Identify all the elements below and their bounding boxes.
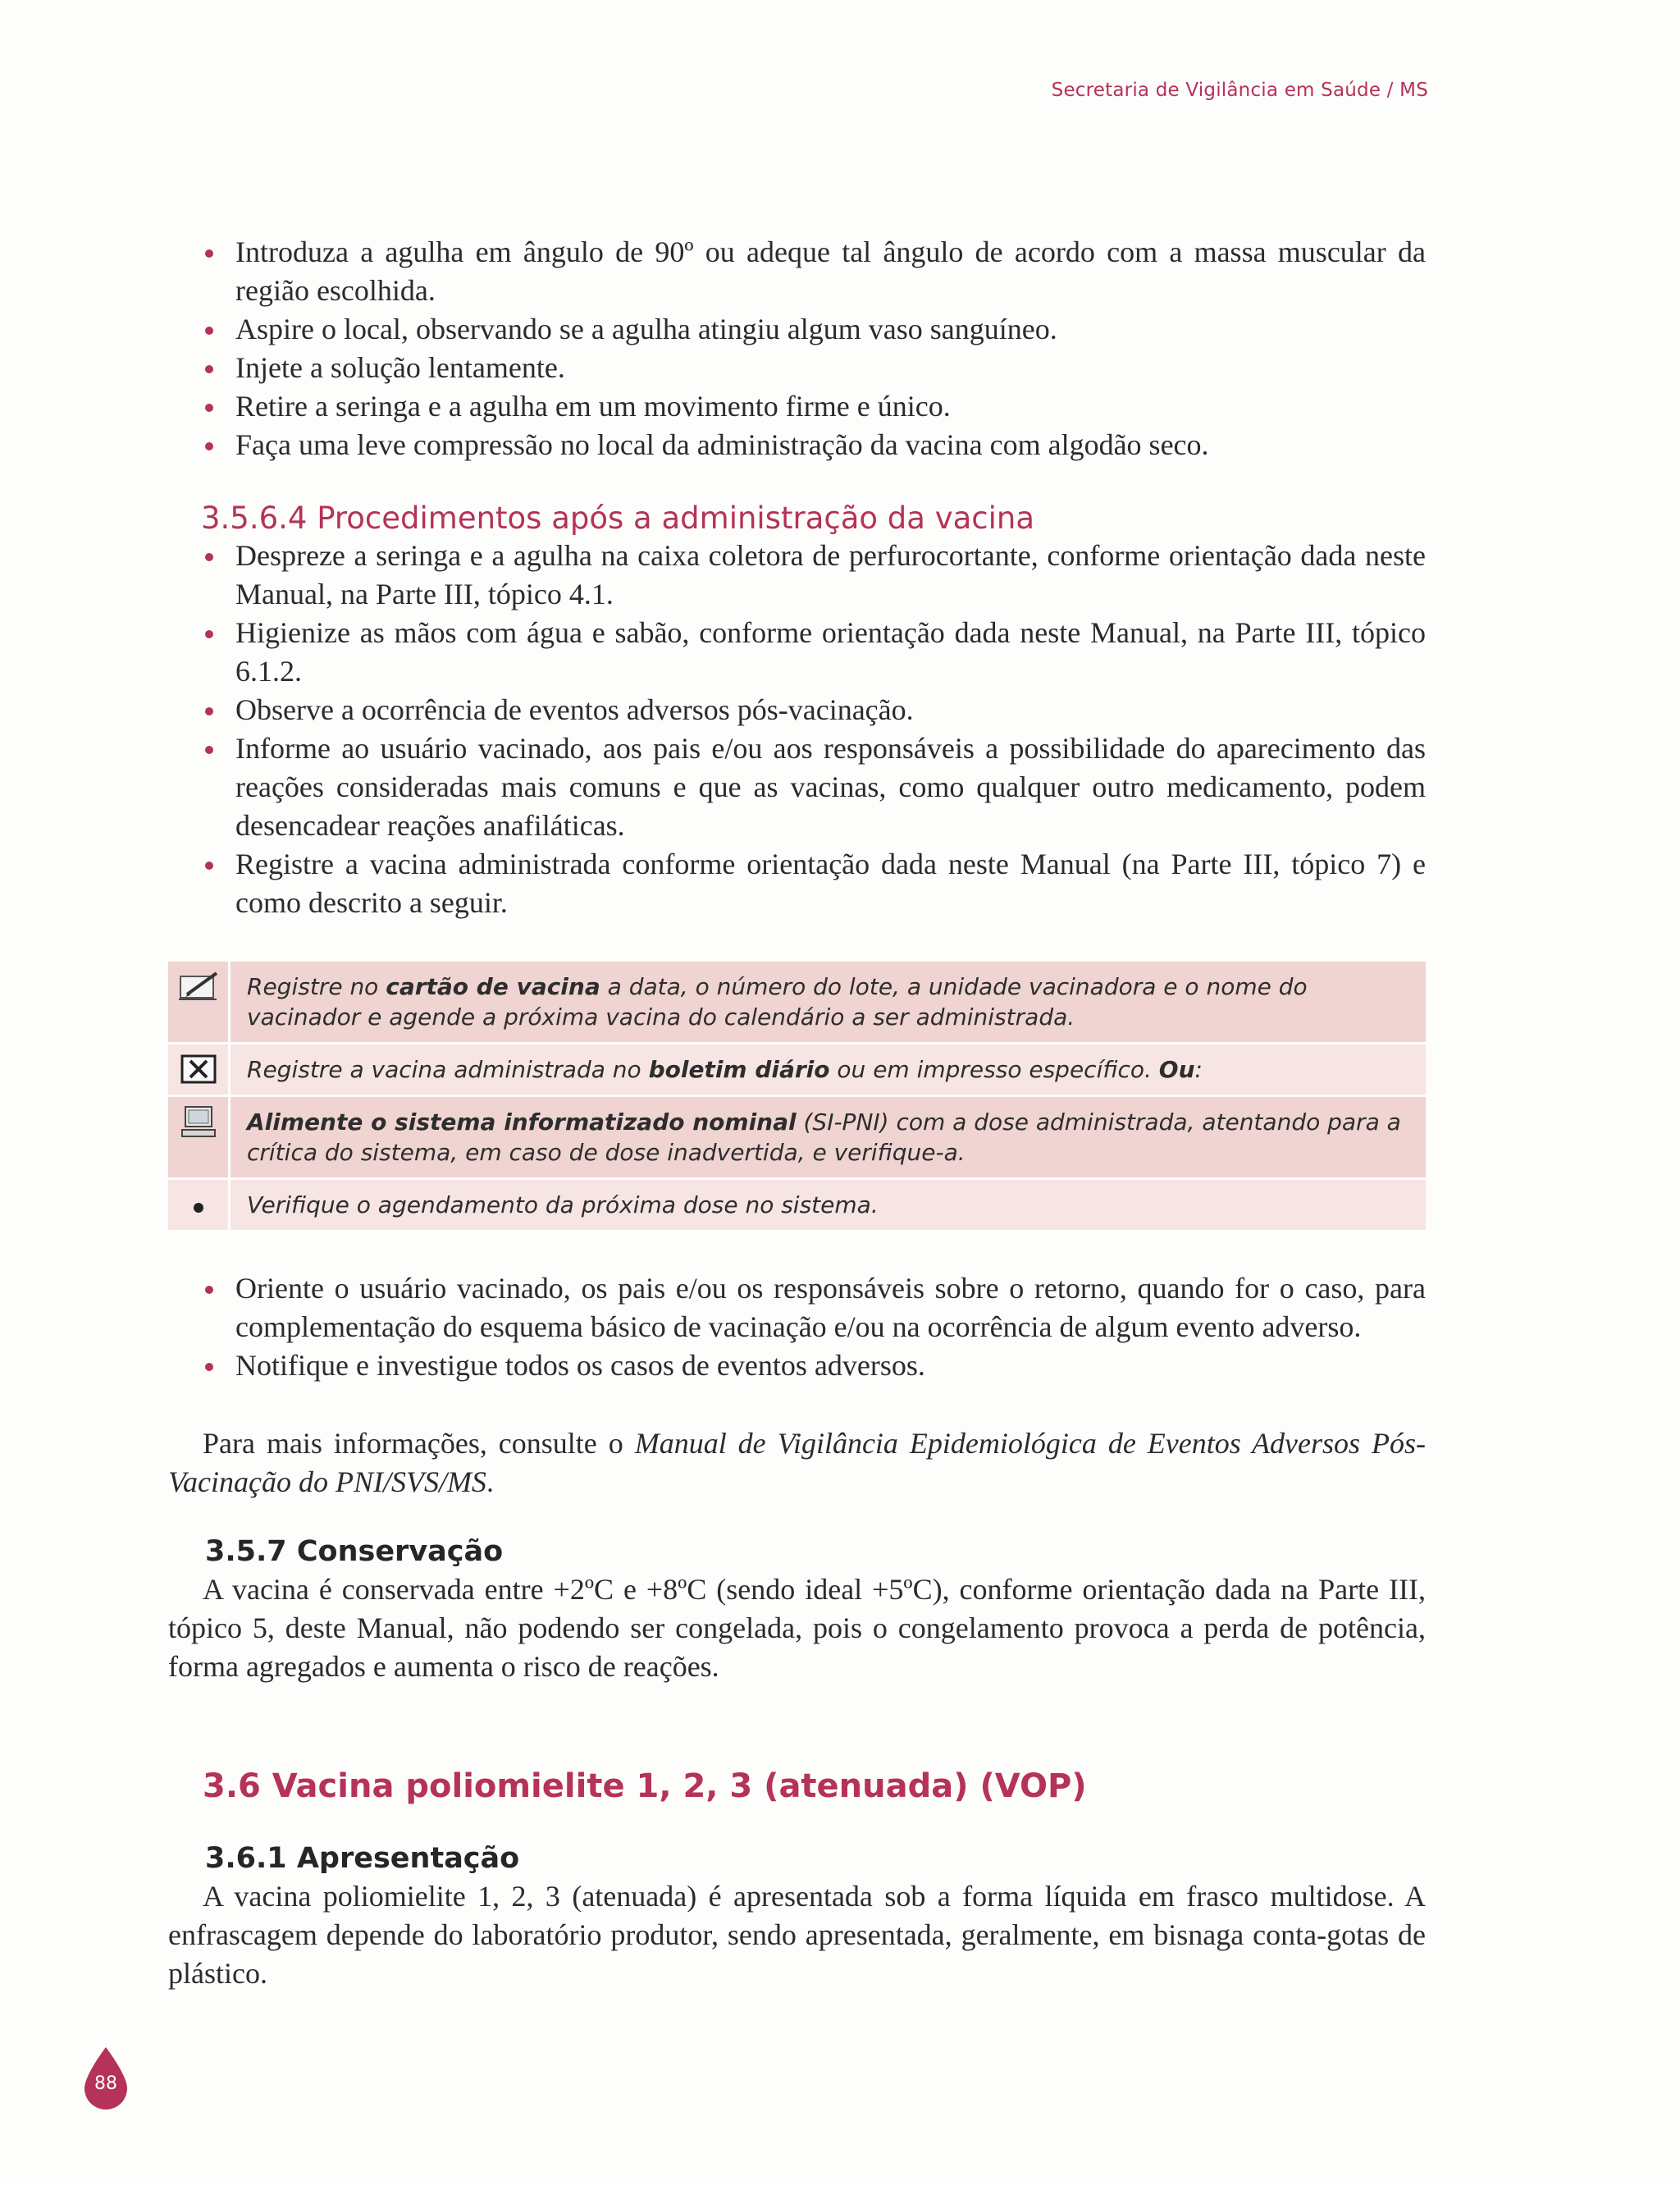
section-3564 bbox=[168, 497, 1426, 922]
section-heading: 3.6.1 Apresentação bbox=[205, 1842, 520, 1875]
post-vaccination-list bbox=[168, 1269, 1426, 1385]
bullet-icon bbox=[205, 746, 213, 754]
bullet-icon bbox=[205, 1286, 213, 1294]
page-number: 88 bbox=[94, 2073, 117, 2094]
note-text: Verifique o agendamento da próxima dose no sistema. bbox=[247, 1191, 879, 1218]
table-row bbox=[168, 1097, 1426, 1180]
bullet-icon bbox=[205, 249, 213, 258]
manual-reference: Manual de Vigilância Epidemiológica de Eventos Adversos Pós-Vacinação do PNI/SVS/MS bbox=[168, 1427, 1426, 1498]
section-text: A vacina poliomielite 1, 2, 3 (atenuada) é apresentada sob a forma líquida em frasco multidose. A enfrascagem depende do laboratório produtor, sendo apresentada, geralmente, em bisnaga conta-gotas de plástico. bbox=[168, 1880, 1426, 1990]
list-item: Injete a solução lentamente. bbox=[168, 349, 1426, 387]
bullet-icon bbox=[205, 707, 213, 715]
section-357 bbox=[168, 1531, 1426, 1686]
registration-note-table bbox=[168, 962, 1426, 1232]
list-item: Registre a vacina administrada conforme orientação dada neste Manual (na Parte III, tópico 7) e como descrito a seguir. bbox=[168, 845, 1426, 922]
bullet-icon bbox=[205, 553, 213, 561]
bullet-icon bbox=[205, 365, 213, 373]
section-heading: 3.5.6.4 Procedimentos após a administração da vacina bbox=[201, 501, 1035, 536]
list-item: Informe ao usuário vacinado, aos pais e/ou aos responsáveis a possibilidade do aparecimento das reações consideradas mais comuns e que as vacinas, como qualquer outro medicamento, podem desencadear reações anafiláticas. bbox=[168, 729, 1426, 845]
table-row bbox=[168, 1180, 1426, 1232]
bullet-icon bbox=[205, 1363, 213, 1371]
section-text: A vacina é conservada entre +2ºC e +8ºC (sendo ideal +5ºC), conforme orientação dada na Parte III, tópico 5, deste Manual, não podendo ser congelada, pois o congelamento provoca a perda de potência, forma agregados e aumenta o risco de reações. bbox=[168, 1573, 1426, 1683]
section-36 bbox=[168, 1763, 1426, 1809]
table-row bbox=[168, 1045, 1426, 1097]
section-heading: 3.5.7 Conservação bbox=[205, 1535, 504, 1568]
note-text: Registre a vacina administrada no boletim diário ou em impresso específico. Ou: bbox=[247, 1056, 1203, 1083]
bullet-icon bbox=[205, 862, 213, 870]
bullet-dot-icon bbox=[192, 1201, 205, 1214]
running-head: Secretaria de Vigilância em Saúde / MS bbox=[1051, 80, 1428, 101]
list-item: Observe a ocorrência de eventos adversos pós-vacinação. bbox=[168, 691, 1426, 729]
bullet-icon bbox=[205, 630, 213, 638]
bullet-icon bbox=[205, 442, 213, 450]
list-item: Aspire o local, observando se a agulha atingiu algum vaso sanguíneo. bbox=[168, 310, 1426, 349]
pen-writing-icon bbox=[176, 970, 221, 1003]
list-item: Oriente o usuário vacinado, os pais e/ou os responsáveis sobre o retorno, quando for o caso, para complementação do esquema básico de vacinação e/ou na ocorrência de algum evento adverso. bbox=[168, 1269, 1426, 1346]
procedure-steps-list bbox=[168, 233, 1426, 464]
note-text: Registre no cartão de vacina a data, o número do lote, a unidade vacinadora e o nome do vacinador e agende a próxima vacina do calendário a ser administrada. bbox=[247, 973, 1308, 1031]
computer-icon bbox=[179, 1105, 218, 1138]
bullet-icon bbox=[205, 404, 213, 412]
list-item: Higienize as mãos com água e sabão, conforme orientação dada neste Manual, na Parte III, tópico 6.1.2. bbox=[168, 614, 1426, 691]
list-item: Retire a seringa e a agulha em um movimento firme e único. bbox=[168, 387, 1426, 426]
list-item: Faça uma leve compressão no local da administração da vacina com algodão seco. bbox=[168, 426, 1426, 464]
note-text: Alimente o sistema informatizado nominal (SI-PNI) com a dose administrada, atentando para a crítica do sistema, em caso de dose inadvertida, e verifique-a. bbox=[247, 1108, 1401, 1166]
section-361 bbox=[168, 1838, 1426, 1993]
chapter-heading: 3.6 Vacina poliomielite 1, 2, 3 (atenuada) (VOP) bbox=[203, 1767, 1087, 1805]
list-item: Introduza a agulha em ângulo de 90º ou adeque tal ângulo de acordo com a massa muscular da região escolhida. bbox=[168, 233, 1426, 310]
more-info-paragraph: Para mais informações, consulte o Manual de Vigilância Epidemiológica de Eventos Adversos Pós-Vacinação do PNI/SVS/MS. bbox=[168, 1427, 1426, 1498]
list-item: Notifique e investigue todos os casos de eventos adversos. bbox=[168, 1346, 1426, 1385]
table-row bbox=[168, 962, 1426, 1045]
checkbox-x-icon bbox=[179, 1053, 218, 1086]
list-item: Despreze a seringa e a agulha na caixa coletora de perfurocortante, conforme orientação dada neste Manual, na Parte III, tópico 4.1. bbox=[168, 537, 1426, 614]
bullet-icon bbox=[205, 327, 213, 335]
